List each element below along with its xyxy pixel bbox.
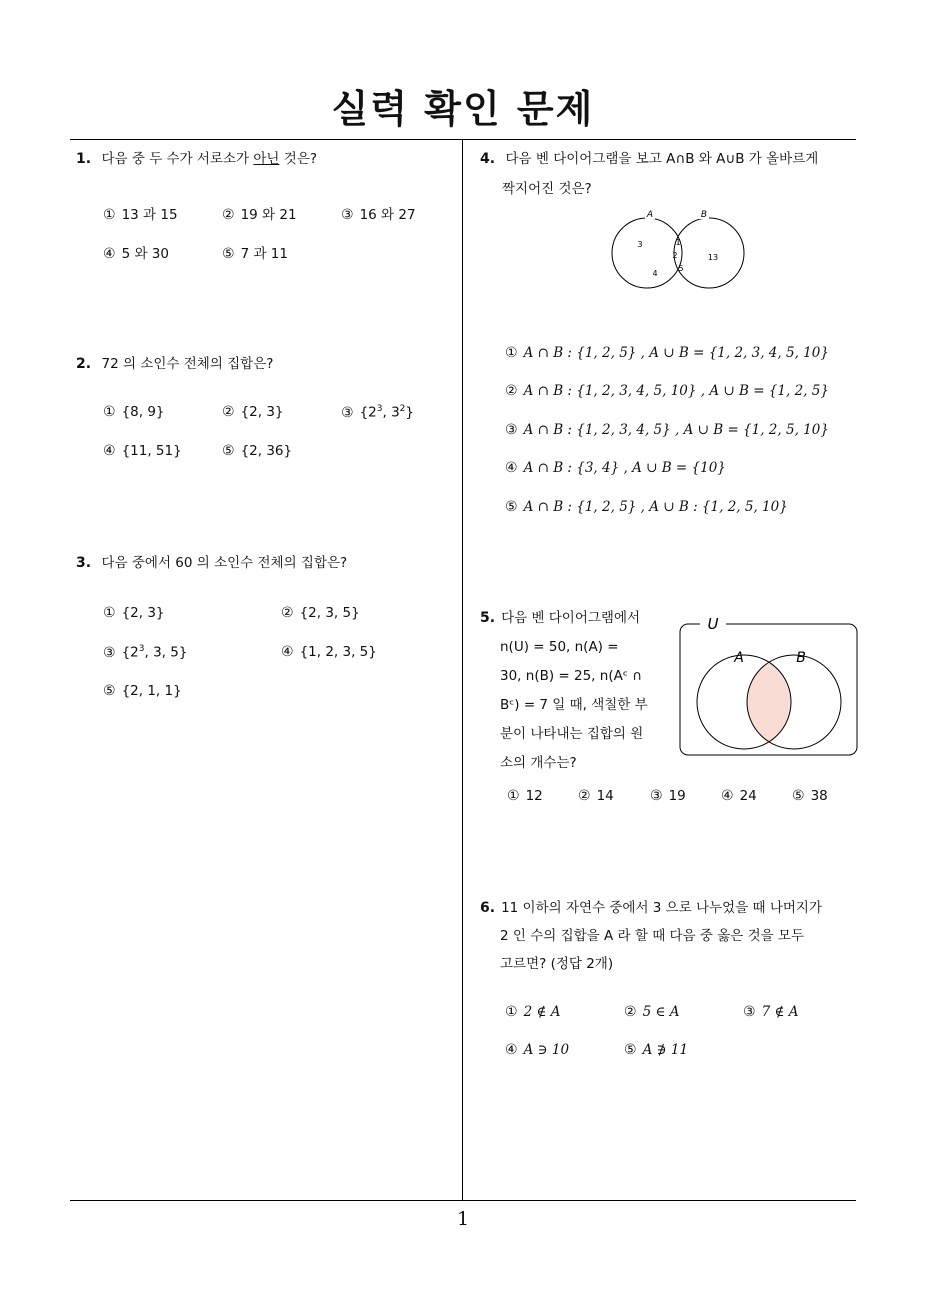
- q3-option-1[interactable]: ① {2, 3}: [103, 605, 165, 621]
- q2-option-5[interactable]: ⑤ {2, 36}: [222, 443, 293, 459]
- q2-option-4[interactable]: ④ {11, 51}: [103, 443, 182, 459]
- question-text-line: 다음 벤 다이어그램에서: [501, 610, 641, 626]
- q5-option-2[interactable]: ② 14: [578, 788, 614, 804]
- venn-label-a: A: [646, 210, 654, 220]
- q3-option-2[interactable]: ② {2, 3, 5}: [281, 605, 360, 621]
- venn-label-b: B: [700, 210, 708, 220]
- q1-option-5[interactable]: ⑤ 7 과 11: [222, 246, 288, 262]
- question-number: 6.: [480, 900, 496, 916]
- question-2: [76, 349, 273, 379]
- question-text: 다음 중에서 60 의 소인수 전체의 집합은?: [101, 555, 348, 571]
- q5-option-3[interactable]: ③ 19: [650, 788, 686, 804]
- venn-label-b: B: [796, 650, 806, 666]
- venn-both-value: 2: [672, 251, 678, 260]
- question-text-line-2: 짝지어진 것은?: [502, 181, 592, 197]
- venn-label-a: A: [734, 650, 744, 666]
- question-text-line: 2 인 수의 집합을 A 라 할 때 다음 중 옳은 것을 모두: [500, 928, 805, 944]
- q1-option-3[interactable]: ③ 16 와 27: [341, 207, 416, 223]
- question-1: [76, 144, 317, 174]
- q4-option-4[interactable]: ④ A ∩ B : {3, 4} , A ∪ B = {10}: [505, 460, 726, 476]
- question-number: 2.: [76, 356, 92, 372]
- question-text: 다음 중 두 수가 서로소가 아닌 것은?: [101, 151, 318, 167]
- venn-both-value: 5: [678, 264, 684, 273]
- question-4: [480, 144, 860, 204]
- question-text-line: n(U) = 50, n(A) =: [500, 639, 619, 655]
- q2-option-2[interactable]: ② {2, 3}: [222, 404, 284, 420]
- question-text-line: 고르면? (정답 2개): [500, 956, 614, 972]
- q4-option-5[interactable]: ⑤ A ∩ B : {1, 2, 5} , A ∪ B : {1, 2, 5, 10}: [505, 499, 788, 515]
- q2-option-3[interactable]: ③ {$2^3$, $3^2$}: [341, 404, 414, 421]
- q6-option-4[interactable]: ④ A ∋ 10: [505, 1042, 570, 1058]
- q2-option-1[interactable]: ① {8, 9}: [103, 404, 165, 420]
- venn-b-only-value: 13: [707, 253, 719, 262]
- q3-option-5[interactable]: ⑤ {2, 1, 1}: [103, 683, 182, 699]
- venn-a-only-value: 3: [637, 240, 643, 249]
- q4-venn-diagram: [605, 205, 755, 300]
- q4-option-3[interactable]: ③ A ∩ B : {1, 2, 3, 4, 5} , A ∪ B = {1, 2, 5, 10}: [505, 422, 829, 438]
- question-text-line-1: 다음 벤 다이어그램을 보고 A∩B 와 A∪B 가 올바르게: [505, 151, 819, 167]
- top-divider: [70, 139, 856, 140]
- question-5: [480, 604, 670, 778]
- question-text-line: 30, n(B) = 25, n(Aᶜ ∩: [500, 668, 642, 684]
- question-text-line: 11 이하의 자연수 중에서 3 으로 나누었을 때 나머지가: [501, 900, 822, 916]
- question-number: 1.: [76, 151, 92, 167]
- q6-option-5[interactable]: ⑤ A ∌ 11: [624, 1042, 689, 1058]
- question-3: [76, 548, 347, 578]
- q3-option-3[interactable]: ③ {$2^3$, 3, 5}: [103, 644, 188, 661]
- question-number: 5.: [480, 610, 496, 626]
- page-title: 실력 확인 문제: [331, 87, 595, 131]
- column-divider: [462, 139, 463, 1200]
- venn-label-u: U: [707, 615, 719, 633]
- q1-option-2[interactable]: ② 19 와 21: [222, 207, 297, 223]
- q4-option-2[interactable]: ② A ∩ B : {1, 2, 3, 4, 5, 10} , A ∪ B = {1, 2, 5}: [505, 383, 829, 399]
- venn-a-only-value: 4: [652, 269, 658, 278]
- question-number: 3.: [76, 555, 92, 571]
- page-number: 1: [456, 1208, 470, 1230]
- question-number: 4.: [480, 151, 496, 167]
- question-6: [480, 894, 865, 978]
- q6-option-3[interactable]: ③ 7 ∉ A: [743, 1004, 799, 1020]
- q5-venn-diagram: [678, 612, 860, 760]
- question-text-line: 소의 개수는?: [500, 755, 577, 771]
- q5-option-1[interactable]: ① 12: [507, 788, 543, 804]
- q5-option-4[interactable]: ④ 24: [721, 788, 757, 804]
- question-text-line: 분이 나타내는 집합의 원: [500, 726, 644, 742]
- question-text: 72 의 소인수 전체의 집합은?: [101, 356, 274, 372]
- question-text-line: Bᶜ) = 7 일 때, 색칠한 부: [500, 697, 648, 713]
- bottom-divider: [70, 1200, 856, 1201]
- q1-option-1[interactable]: ① 13 과 15: [103, 207, 178, 223]
- q4-option-1[interactable]: ① A ∩ B : {1, 2, 5} , A ∪ B = {1, 2, 3, 4, 5, 10}: [505, 345, 829, 361]
- venn-both-value: 1: [675, 238, 681, 247]
- q1-option-4[interactable]: ④ 5 와 30: [103, 246, 169, 262]
- q6-option-1[interactable]: ① 2 ∉ A: [505, 1004, 561, 1020]
- q3-option-4[interactable]: ④ {1, 2, 3, 5}: [281, 644, 377, 660]
- q5-option-5[interactable]: ⑤ 38: [792, 788, 828, 804]
- q6-option-2[interactable]: ② 5 ∈ A: [624, 1004, 680, 1020]
